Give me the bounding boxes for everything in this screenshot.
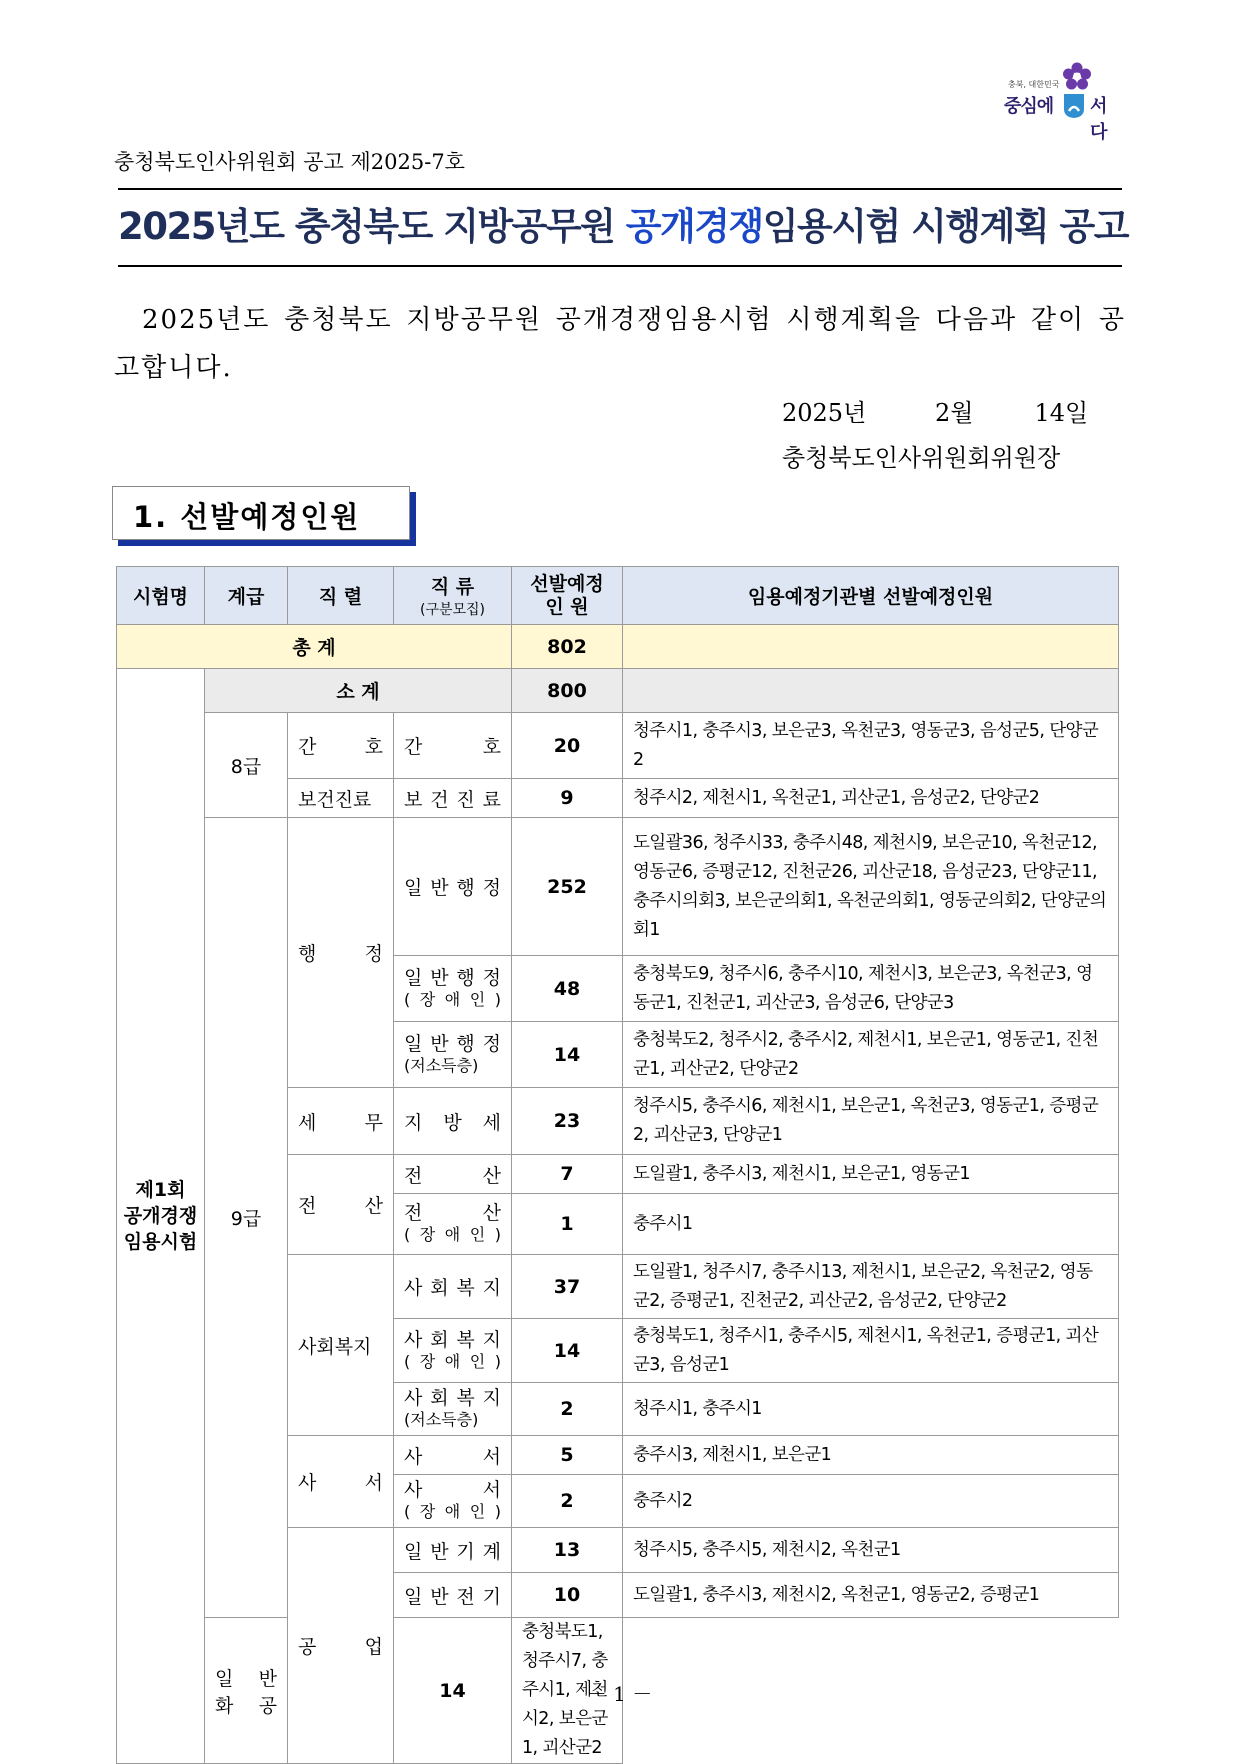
series: 간 호: [288, 713, 394, 779]
subtotal-label: 소 계: [205, 669, 512, 713]
logo: [1004, 62, 1134, 143]
count: 37: [512, 1255, 623, 1319]
agencies: 청주시1, 충주시1: [623, 1383, 1119, 1436]
agencies: 충청북도2, 청주시2, 충주시2, 제천시1, 보은군1, 영동군1, 진천군1, 괴산군2, 단양군2: [623, 1022, 1119, 1088]
logo-wordmark: [1004, 92, 1107, 143]
notice-number: 충청북도인사위원회 공고 제2025-7호: [114, 150, 465, 174]
agencies: 충주시3, 제천시1, 보은군1: [623, 1436, 1119, 1475]
class: [394, 1383, 512, 1436]
flower-icon: [1062, 62, 1092, 92]
grade-8: 8급: [205, 713, 288, 818]
series: 전 산: [288, 1155, 394, 1255]
subtotal-count: 800: [512, 669, 623, 713]
class: 일 반 화 공: [205, 1618, 288, 1764]
class-main: 사 회 복 지: [404, 1387, 501, 1409]
series: 보건진료: [288, 779, 394, 818]
class: [394, 1319, 512, 1383]
class: 지 방 세: [394, 1088, 512, 1155]
class: [394, 1022, 512, 1088]
header-agencies: 임용예정기관별 선발예정인원: [623, 567, 1119, 625]
logo-tagline: 충북, 대한민국: [1008, 80, 1060, 89]
header-class-main: 직 류: [430, 576, 475, 598]
class: 사 서: [394, 1436, 512, 1475]
class-main: 전 산: [404, 1202, 501, 1224]
count: 23: [512, 1088, 623, 1155]
header-count: [512, 567, 623, 625]
class: 일 반 전 기: [394, 1573, 512, 1618]
logo-text-right: 서다: [1090, 96, 1107, 143]
table-row: [117, 818, 1119, 956]
class-sub: ( 장 애 인 ): [404, 989, 501, 1009]
exam-name-2: 공개경쟁: [123, 1205, 198, 1227]
count: 14: [512, 1319, 623, 1383]
agencies: 충청북도1, 청주시7, 충주시1, 제천시2, 보은군1, 괴산군2: [512, 1618, 623, 1764]
count: 10: [512, 1573, 623, 1618]
count: 20: [512, 713, 623, 779]
class: 보 건 진 료: [394, 779, 512, 818]
count: 252: [512, 818, 623, 956]
series: 사 서: [288, 1436, 394, 1528]
subtotal-row: [117, 669, 1119, 713]
table-header-row: [117, 567, 1119, 625]
agencies: 충청북도1, 청주시1, 충주시5, 제천시1, 옥천군1, 증평군1, 괴산군3, 음성군1: [623, 1319, 1119, 1383]
series: 공 업: [288, 1528, 394, 1764]
agencies: 청주시5, 충주시5, 제천시2, 옥천군1: [623, 1528, 1119, 1573]
count: 48: [512, 956, 623, 1022]
title-highlight: 공개경쟁: [625, 205, 763, 248]
title-part-2: 임용시험 시행계획 공고: [762, 205, 1128, 248]
signer: 충청북도인사위원회위원장: [782, 444, 1061, 472]
class: 일 반 행 정: [394, 818, 512, 956]
agencies: 도일괄1, 청주시7, 충주시13, 제천시1, 보은군2, 옥천군2, 영동군2, 증평군1, 진천군2, 괴산군2, 음성군2, 단양군2: [623, 1255, 1119, 1319]
exam-name: [117, 669, 205, 1764]
class: 간 호: [394, 713, 512, 779]
agencies: 청주시2, 제천시1, 옥천군1, 괴산군1, 음성군2, 단양군2: [623, 779, 1119, 818]
class-sub: ( 장 애 인 ): [404, 1225, 501, 1244]
count: 2: [512, 1383, 623, 1436]
shield-icon: [1062, 91, 1086, 119]
count: 13: [512, 1528, 623, 1573]
agencies: 청주시5, 충주시6, 제천시1, 보은군1, 옥천군3, 영동군1, 증평군2, 괴산군3, 단양군1: [623, 1088, 1119, 1155]
series: 행 정: [288, 818, 394, 1088]
agencies: 청주시1, 충주시3, 보은군3, 옥천군3, 영동군3, 음성군5, 단양군2: [623, 713, 1119, 779]
series: 사회복지: [288, 1255, 394, 1436]
header-count-2: 인 원: [545, 595, 589, 618]
page-title: [118, 196, 1128, 250]
logo-text-left: 중심에: [1004, 96, 1054, 117]
class: 일 반 기 계: [394, 1528, 512, 1573]
grade-9: 9급: [205, 818, 288, 1618]
exam-name-1: 제1회: [135, 1179, 186, 1201]
announcement-date: [782, 393, 1088, 428]
agencies: 충주시2: [623, 1475, 1119, 1528]
section-heading-box: [112, 486, 410, 540]
agencies: 충청북도9, 청주시6, 충주시10, 제천시3, 보은군3, 옥천군3, 영동군1, 진천군1, 괴산군3, 음성군6, 단양군3: [623, 956, 1119, 1022]
header-class: [394, 567, 512, 625]
count: 14: [394, 1618, 512, 1764]
title-top-rule: [118, 188, 1122, 190]
section-heading: 1. 선발예정인원: [133, 500, 361, 534]
header-series: 직 렬: [288, 567, 394, 625]
header-count-1: 선발예정: [530, 572, 604, 595]
count: 5: [512, 1436, 623, 1475]
class-main: 사 회 복 지: [404, 1328, 501, 1351]
class-sub: (저소득층): [404, 1055, 479, 1075]
count: 7: [512, 1155, 623, 1194]
class-sub: (저소득층): [404, 1410, 479, 1429]
count: 2: [512, 1475, 623, 1528]
date-year: 2025년: [782, 399, 867, 427]
class: 사 회 복 지: [394, 1255, 512, 1319]
count: 14: [512, 1022, 623, 1088]
header-grade: 계급: [205, 567, 288, 625]
table-row: [117, 713, 1119, 779]
class-main: 일 반 행 정: [404, 1032, 501, 1055]
agencies: 충주시1: [623, 1194, 1119, 1255]
class-sub: ( 장 애 인 ): [404, 1502, 501, 1521]
agencies: 도일괄36, 청주시33, 충주시48, 제천시9, 보은군10, 옥천군12, 영동군6, 증평군12, 진천군26, 괴산군18, 음성군23, 단양군11, 충주시의회3, 보은군의회1, 옥천군의회1, 영동군의회2, 단양군의회1: [623, 818, 1119, 956]
class-main: 일 반 행 정: [404, 966, 501, 989]
date-day: 14일: [1034, 399, 1089, 427]
agencies: 도일괄1, 충주시3, 제천시2, 옥천군1, 영동군2, 증평군1: [623, 1573, 1119, 1618]
title-bottom-rule: [118, 265, 1122, 267]
date-month: 2월: [934, 399, 974, 427]
agencies: 도일괄1, 충주시3, 제천시1, 보은군1, 영동군1: [623, 1155, 1119, 1194]
count: 9: [512, 779, 623, 818]
header-exam: 시험명: [117, 567, 205, 625]
class: [394, 956, 512, 1022]
header-class-sub: (구분모집): [419, 602, 486, 618]
total-count: 802: [512, 625, 623, 669]
title-part-1: 2025년도 충청북도 지방공무원: [118, 205, 626, 248]
page-number: － 1 －: [586, 1682, 653, 1706]
series: 세 무: [288, 1088, 394, 1155]
total-agencies: [623, 625, 1119, 669]
class: [394, 1194, 512, 1255]
intro-paragraph: 2025년도 충청북도 지방공무원 공개경쟁임용시험 시행계획을 다음과 같이 공고합니다.: [114, 305, 1126, 383]
recruitment-table: [116, 566, 1119, 1764]
class: [394, 1475, 512, 1528]
total-row: [117, 625, 1119, 669]
class: 전 산: [394, 1155, 512, 1194]
subtotal-agencies: [623, 669, 1119, 713]
count: 1: [512, 1194, 623, 1255]
class-sub: ( 장 애 인 ): [404, 1351, 501, 1371]
total-label: 총 계: [117, 625, 512, 669]
exam-name-3: 임용시험: [123, 1231, 198, 1253]
class-main: 사 서: [404, 1479, 501, 1501]
